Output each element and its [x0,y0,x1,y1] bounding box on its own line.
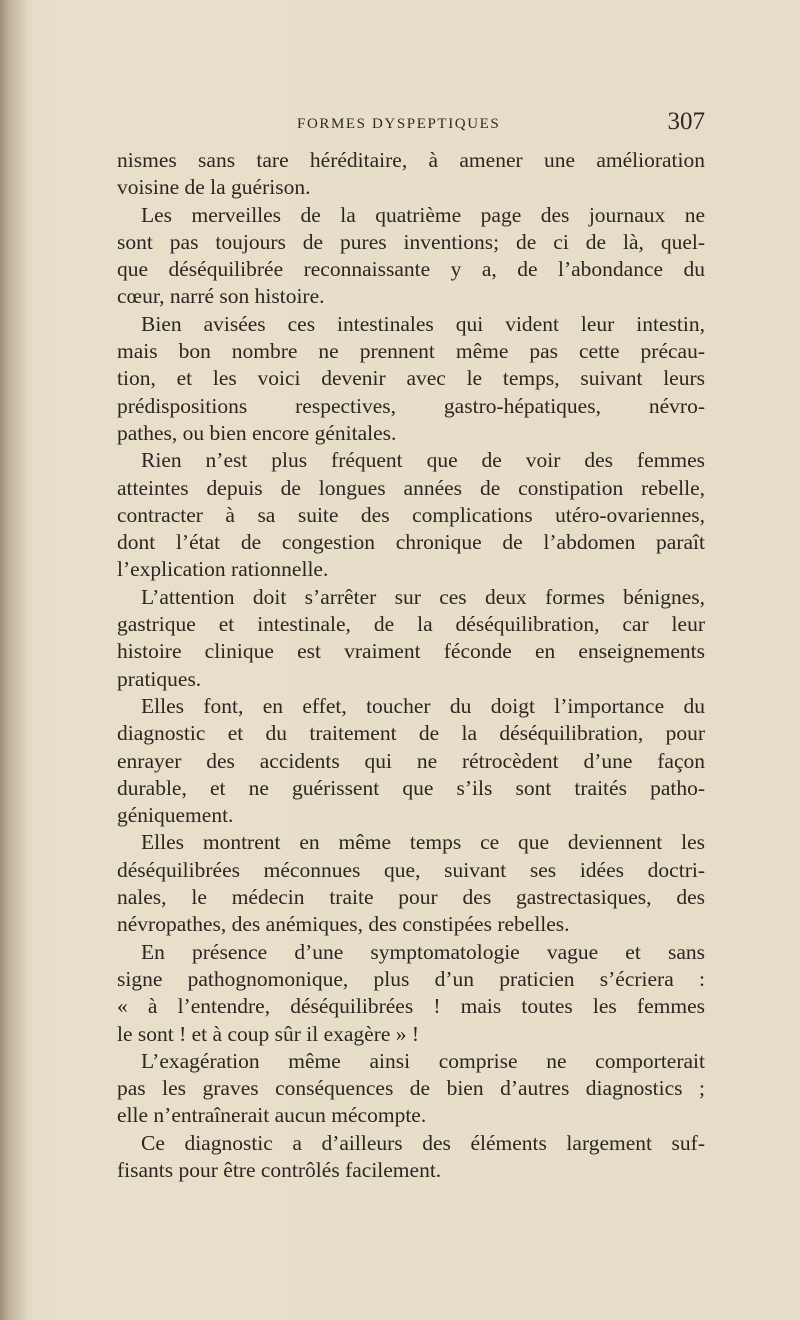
text-line: L’attention doit s’arrêter sur ces deux formes bénignes, [141,584,705,609]
text-line: « à l’entendre, déséquilibrées ! mais toutes les femmes [117,994,705,1019]
body-text [117,147,705,1184]
text-line: nales, le médecin traite pour des gastrectasiques, des [117,885,705,910]
text-line: Les merveilles de la quatrième page des journaux ne [141,202,705,227]
text-line: pas les graves conséquences de bien d’autres diagnostics ; [117,1076,705,1101]
text-line: déséquilibrées méconnues que, suivant ses idées doctri- [117,857,705,882]
text-line: tion, et les voici devenir avec le temps, suivant leurs [117,366,705,391]
text-line: durable, et ne guérissent que s’ils sont traités patho- [117,775,705,800]
text-line: Rien n’est plus fréquent que de voir des femmes [141,448,705,473]
text-line: prédispositions respectives, gastro-hépatiques, névro- [117,393,705,418]
binding-edge-shadow [0,0,26,1320]
text-line: enrayer des accidents qui ne rétrocèdent d’une façon [117,748,705,773]
text-line: elle n’entraînerait aucun mécompte. [117,1103,427,1128]
text-line: histoire clinique est vraiment féconde en enseignements [117,639,705,664]
text-line: le sont ! et à coup sûr il exagère » ! [117,1021,420,1046]
text-line: voisine de la guérison. [117,175,311,200]
text-line: que déséquilibrée reconnaissante y a, de l’abondance du [117,257,705,282]
text-line: névropathes, des anémiques, des constipées rebelles. [117,912,570,937]
text-line: atteintes depuis de longues années de constipation rebelle, [117,475,705,500]
text-line: diagnostic et du traitement de la déséquilibration, pour [117,721,705,746]
text-line: gastrique et intestinale, de la déséquilibration, car leur [117,612,705,637]
text-line: géniquement. [117,803,234,828]
text-line: l’explication rationnelle. [117,557,329,582]
text-line: Elles font, en effet, toucher du doigt l’importance du [141,693,705,718]
text-line: Ce diagnostic a d’ailleurs des éléments largement suf- [141,1130,705,1155]
text-line: signe pathognomonique, plus d’un praticien s’écriera : [117,966,705,991]
text-line: En présence d’une symptomatologie vague et sans [141,939,705,964]
text-line: nismes sans tare héréditaire, à amener une amélioration [117,148,705,172]
text-line: L’exagération même ainsi comprise ne comporterait [141,1048,705,1073]
text-line: dont l’état de congestion chronique de l’abdomen paraît [117,530,705,555]
text-line: pratiques. [117,666,202,691]
page-header [117,108,705,142]
text-line: pathes, ou bien encore génitales. [117,420,397,445]
text-line: cœur, narré son histoire. [117,284,325,309]
text-line: Elles montrent en même temps ce que deviennent les [141,830,705,855]
text-line: contracter à sa suite des complications utéro-ovariennes, [117,502,705,527]
running-title: FORMES DYSPEPTIQUES [297,116,501,132]
text-line: fisants pour être contrôlés facilement. [117,1157,442,1182]
text-line: Bien avisées ces intestinales qui vident leur intestin, [141,311,705,336]
text-line: sont pas toujours de pures inventions; de ci de là, quel- [117,229,705,254]
page-number: 307 [667,108,705,135]
text-line: mais bon nombre ne prennent même pas cette précau- [117,339,705,364]
